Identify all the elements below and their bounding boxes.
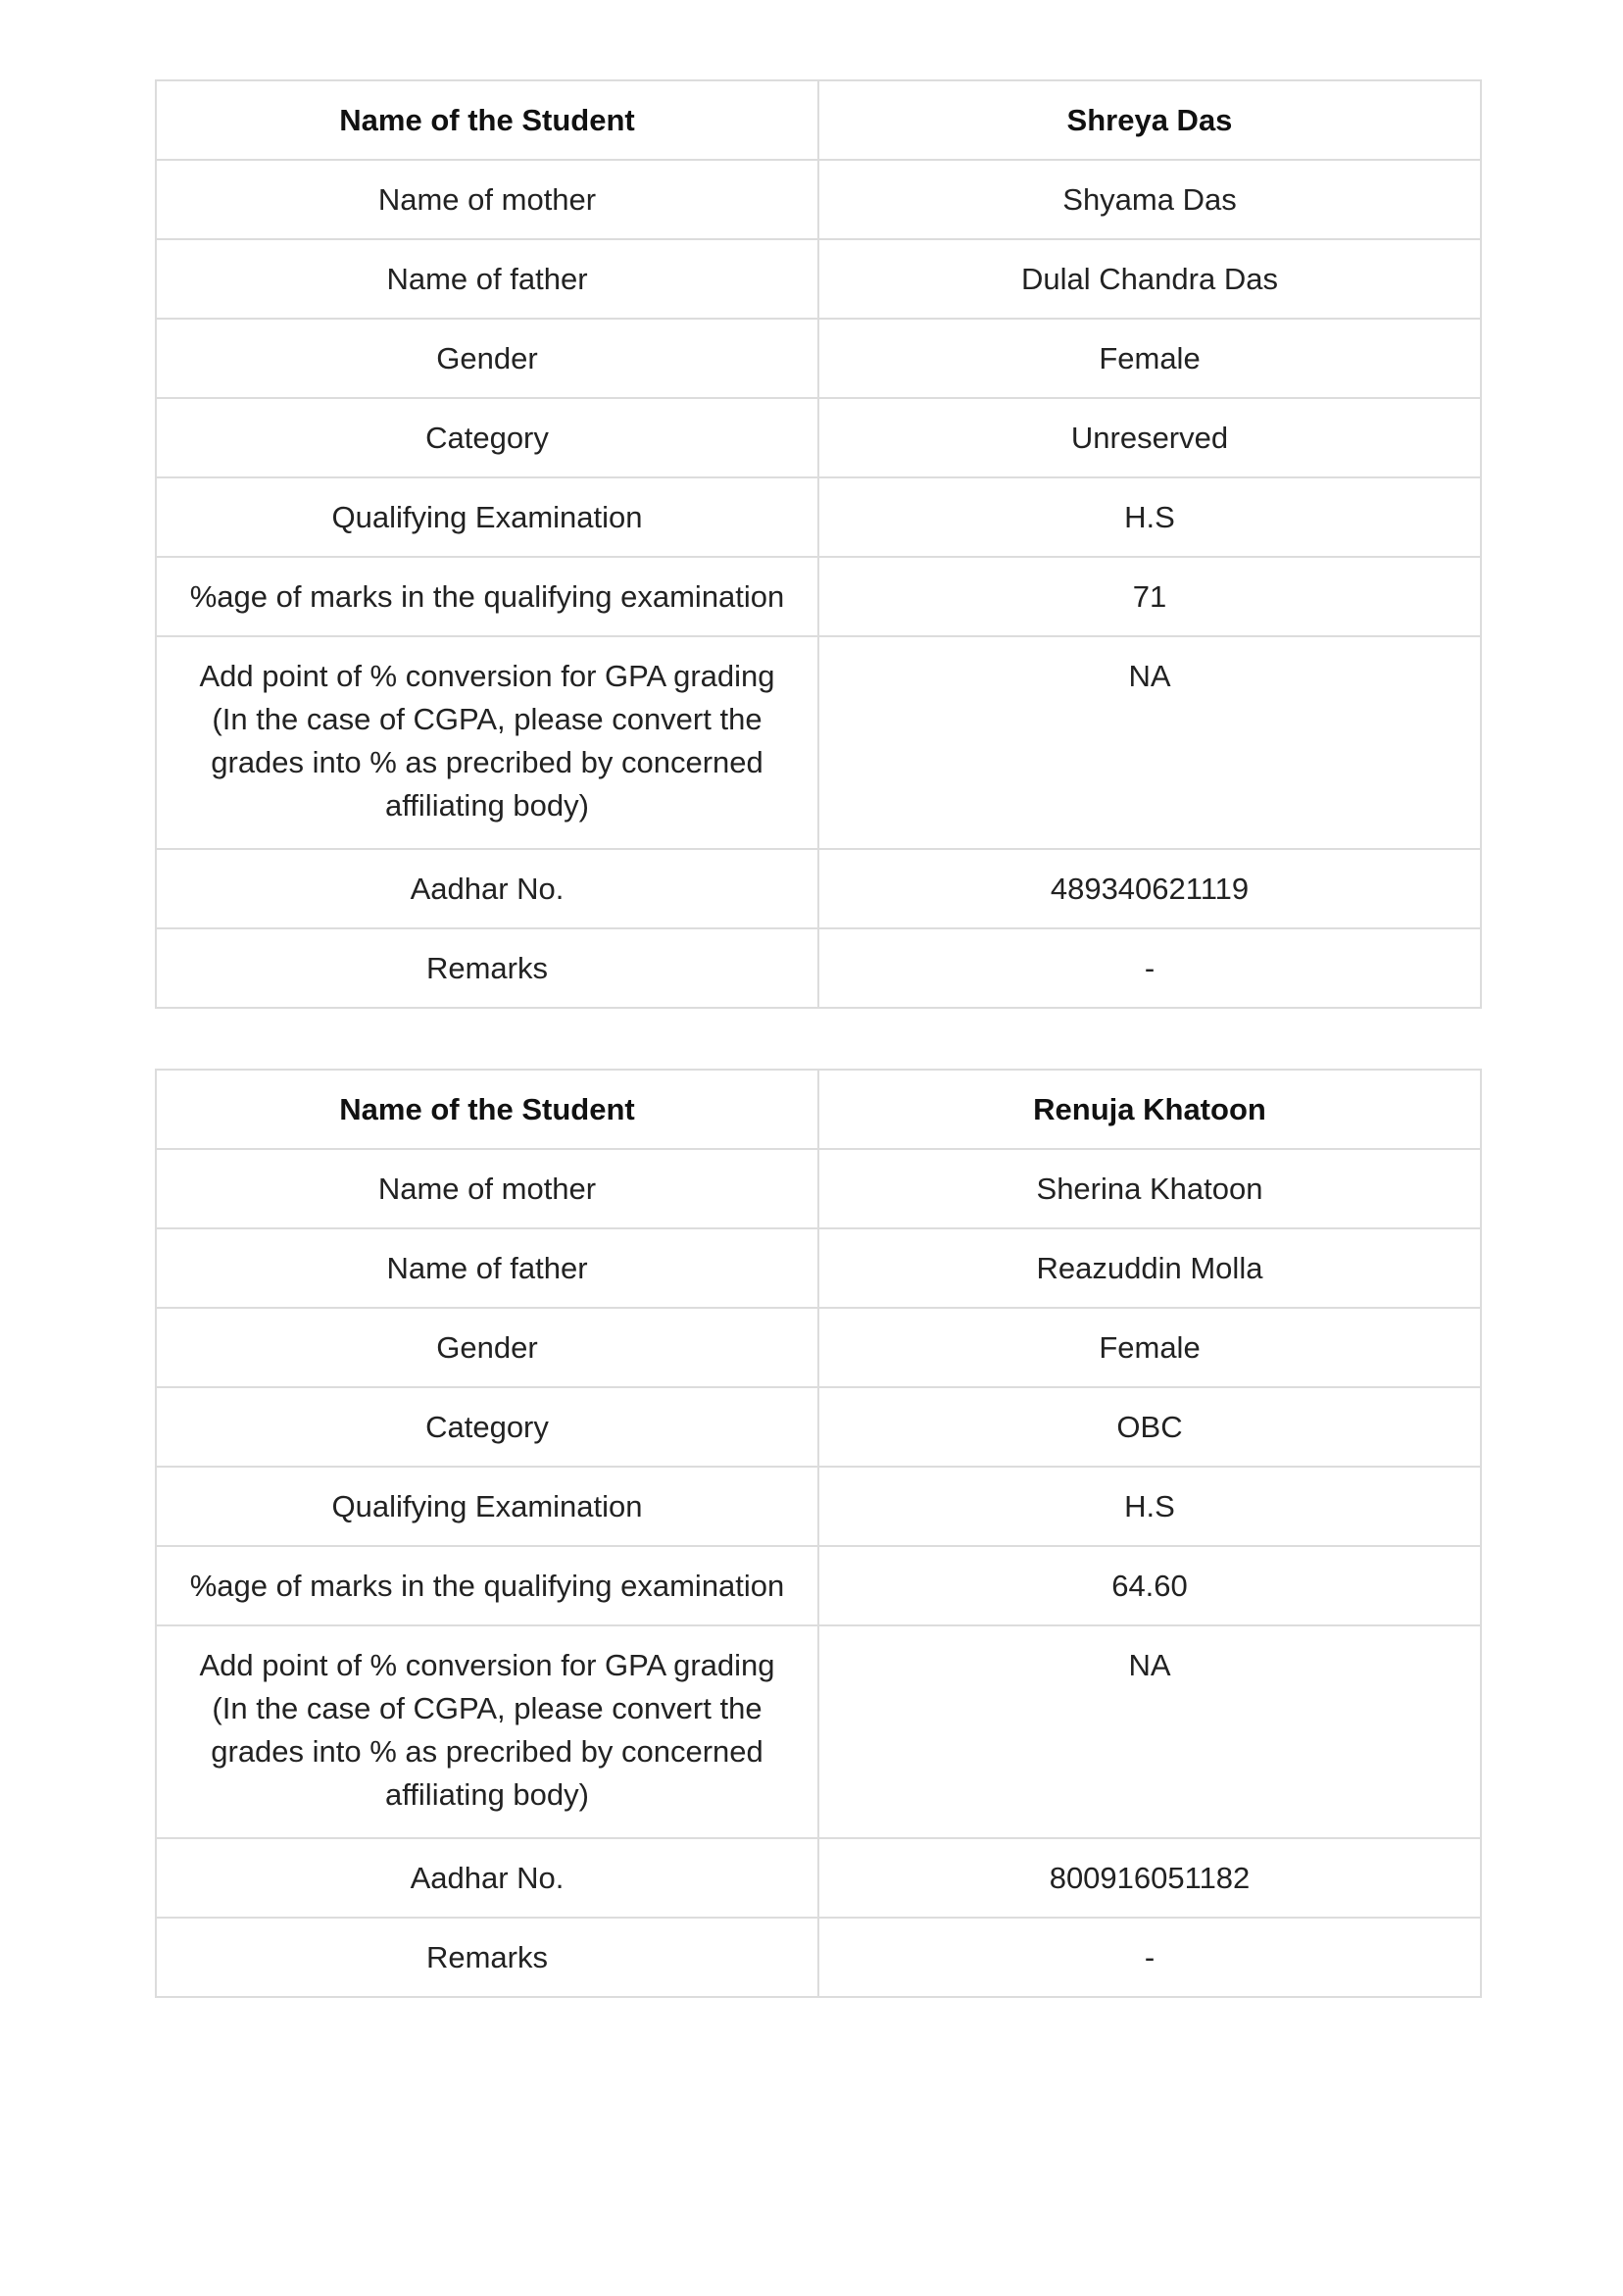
student-record-table [155,1069,1482,1998]
table-row [156,80,1481,160]
category-value: Unreserved [818,398,1481,477]
qualifying-exam-label: Qualifying Examination [156,1467,818,1546]
table-row [156,1308,1481,1387]
category-label: Category [156,398,818,477]
table-row [156,1387,1481,1467]
gpa-conversion-value: NA [818,1625,1481,1838]
remarks-label: Remarks [156,928,818,1008]
table-row [156,1228,1481,1308]
mother-name-value: Shyama Das [818,160,1481,239]
table-row [156,239,1481,319]
category-value: OBC [818,1387,1481,1467]
table-row [156,1625,1481,1838]
father-name-label: Name of father [156,239,818,319]
student-name-label: Name of the Student [156,80,818,160]
remarks-label: Remarks [156,1918,818,1997]
qualifying-exam-value: H.S [818,1467,1481,1546]
gender-label: Gender [156,319,818,398]
table-row [156,1546,1481,1625]
aadhar-value: 800916051182 [818,1838,1481,1918]
gender-label: Gender [156,1308,818,1387]
table-row [156,557,1481,636]
marks-percentage-value: 64.60 [818,1546,1481,1625]
marks-percentage-label: %age of marks in the qualifying examination [156,557,818,636]
table-row [156,1070,1481,1149]
table-row [156,160,1481,239]
qualifying-exam-label: Qualifying Examination [156,477,818,557]
father-name-value: Reazuddin Molla [818,1228,1481,1308]
aadhar-label: Aadhar No. [156,849,818,928]
remarks-value: - [818,928,1481,1008]
remarks-value: - [818,1918,1481,1997]
student-name-value: Renuja Khatoon [818,1070,1481,1149]
mother-name-label: Name of mother [156,1149,818,1228]
aadhar-value: 489340621119 [818,849,1481,928]
student-record-table [155,79,1482,1009]
gender-value: Female [818,319,1481,398]
student-name-value: Shreya Das [818,80,1481,160]
table-row [156,398,1481,477]
father-name-value: Dulal Chandra Das [818,239,1481,319]
gender-value: Female [818,1308,1481,1387]
table-row [156,928,1481,1008]
table-row [156,1838,1481,1918]
table-row [156,319,1481,398]
student-name-label: Name of the Student [156,1070,818,1149]
gpa-conversion-value: NA [818,636,1481,849]
gpa-conversion-label: Add point of % conversion for GPA grading (In the case of CGPA, please convert the grades into % as precribed by concerned affiliating body) [156,636,818,849]
category-label: Category [156,1387,818,1467]
table-row [156,1149,1481,1228]
table-row [156,477,1481,557]
mother-name-label: Name of mother [156,160,818,239]
gpa-conversion-label: Add point of % conversion for GPA grading (In the case of CGPA, please convert the grades into % as precribed by concerned affiliating body) [156,1625,818,1838]
table-row [156,1467,1481,1546]
father-name-label: Name of father [156,1228,818,1308]
table-row [156,636,1481,849]
qualifying-exam-value: H.S [818,477,1481,557]
table-row [156,849,1481,928]
marks-percentage-label: %age of marks in the qualifying examination [156,1546,818,1625]
mother-name-value: Sherina Khatoon [818,1149,1481,1228]
table-row [156,1918,1481,1997]
aadhar-label: Aadhar No. [156,1838,818,1918]
marks-percentage-value: 71 [818,557,1481,636]
